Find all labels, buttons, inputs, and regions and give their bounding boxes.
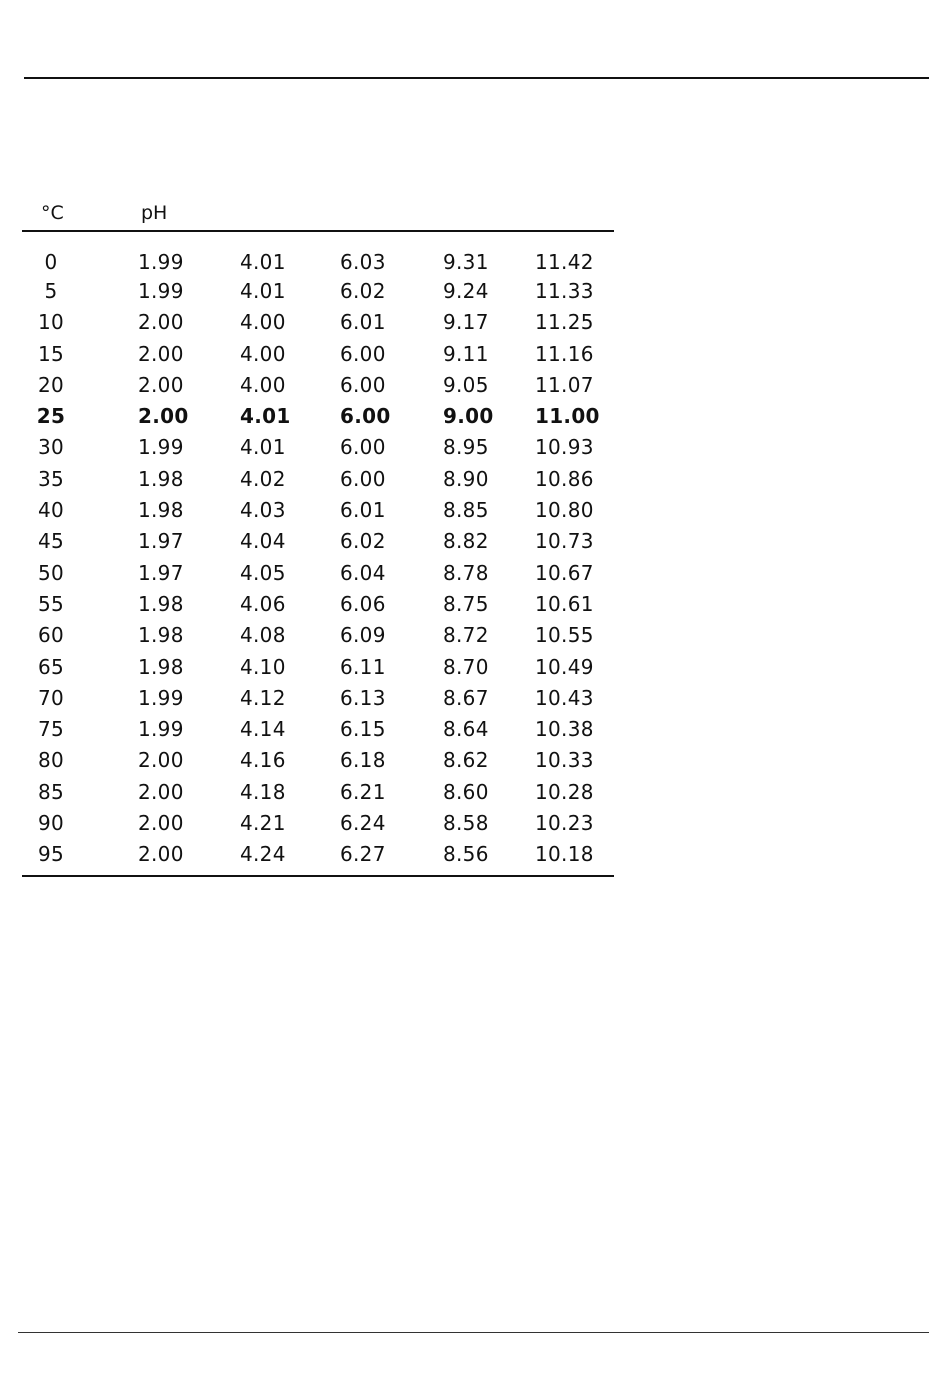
ph-value-cell: 10.38 <box>535 717 594 742</box>
ph-value-cell: 6.21 <box>340 779 386 804</box>
ph-value-cell: 8.58 <box>443 811 489 836</box>
ph-value-cell: 6.00 <box>340 435 386 460</box>
ph-value-cell: 2.00 <box>138 811 184 836</box>
table-row <box>22 276 614 307</box>
ph-value-cell: 10.55 <box>535 623 594 648</box>
ph-value-cell: 6.04 <box>340 560 386 585</box>
ph-value-cell: 9.24 <box>443 279 489 303</box>
ph-value-cell: 4.08 <box>240 623 286 648</box>
ph-value-cell: 4.00 <box>240 372 286 397</box>
ph-value-cell: 9.17 <box>443 310 489 335</box>
ph-value-cell: 1.98 <box>138 498 184 523</box>
ph-value-cell: 1.98 <box>138 623 184 648</box>
ph-value-cell: 1.99 <box>138 717 184 742</box>
ph-value-cell: 6.02 <box>340 529 386 554</box>
ph-value-cell: 6.01 <box>340 498 386 523</box>
ph-value-cell: 6.00 <box>340 341 386 366</box>
ph-value-cell: 4.01 <box>240 279 286 303</box>
ph-value-cell: 4.03 <box>240 498 286 523</box>
ph-value-cell: 8.62 <box>443 748 489 773</box>
ph-value-cell: 8.70 <box>443 654 489 679</box>
ph-value-cell: 8.95 <box>443 435 489 460</box>
ph-value-cell: 8.64 <box>443 717 489 742</box>
ph-value-cell: 6.00 <box>340 372 386 397</box>
ph-value-cell: 11.25 <box>535 310 594 335</box>
table-row <box>22 526 614 557</box>
ph-value-cell: 2.00 <box>138 404 189 429</box>
ph-value-cell: 4.01 <box>240 404 291 429</box>
temperature-cell: 60 <box>37 623 65 648</box>
header-rule <box>24 77 929 79</box>
table-row <box>22 432 614 463</box>
ph-value-cell: 10.33 <box>535 748 594 773</box>
ph-value-cell: 6.15 <box>340 717 386 742</box>
table-row <box>22 652 614 683</box>
ph-column-header: pH <box>141 202 168 224</box>
ph-value-cell: 8.82 <box>443 529 489 554</box>
temperature-cell: 35 <box>37 466 65 491</box>
ph-value-cell: 6.09 <box>340 623 386 648</box>
table-body <box>22 232 614 877</box>
ph-value-cell: 10.18 <box>535 842 594 867</box>
ph-value-cell: 2.00 <box>138 341 184 366</box>
temperature-cell: 15 <box>37 341 65 366</box>
ph-value-cell: 2.00 <box>138 842 184 867</box>
ph-value-cell: 6.24 <box>340 811 386 836</box>
ph-value-cell: 2.00 <box>138 372 184 397</box>
table-row <box>22 620 614 651</box>
table-row <box>22 464 614 495</box>
ph-value-cell: 4.05 <box>240 560 286 585</box>
ph-value-cell: 4.06 <box>240 591 286 616</box>
table-row <box>22 745 614 776</box>
ph-value-cell: 8.56 <box>443 842 489 867</box>
ph-value-cell: 4.00 <box>240 310 286 335</box>
ph-value-cell: 11.00 <box>535 404 600 429</box>
temperature-cell: 10 <box>37 310 65 335</box>
temperature-cell: 95 <box>37 842 65 867</box>
temperature-cell: 5 <box>44 279 58 303</box>
ph-value-cell: 10.61 <box>535 591 594 616</box>
temperature-cell: 45 <box>37 529 65 554</box>
ph-value-cell: 6.03 <box>340 250 386 274</box>
ph-value-cell: 6.11 <box>340 654 386 679</box>
temperature-cell: 0 <box>44 250 58 274</box>
ph-value-cell: 11.16 <box>535 341 594 366</box>
ph-value-cell: 4.21 <box>240 811 286 836</box>
table-row-reference <box>22 401 614 432</box>
ph-value-cell: 9.11 <box>443 341 489 366</box>
ph-value-cell: 8.72 <box>443 623 489 648</box>
ph-value-cell: 6.00 <box>340 466 386 491</box>
table-row <box>22 808 614 839</box>
ph-value-cell: 4.18 <box>240 779 286 804</box>
ph-value-cell: 4.02 <box>240 466 286 491</box>
ph-value-cell: 6.18 <box>340 748 386 773</box>
ph-value-cell: 8.67 <box>443 685 489 710</box>
table-row <box>22 589 614 620</box>
ph-value-cell: 4.14 <box>240 717 286 742</box>
ph-value-cell: 6.06 <box>340 591 386 616</box>
ph-value-cell: 10.73 <box>535 529 594 554</box>
temperature-cell: 55 <box>37 591 65 616</box>
ph-value-cell: 11.33 <box>535 279 594 303</box>
ph-value-cell: 9.00 <box>443 404 494 429</box>
temperature-cell: 50 <box>37 560 65 585</box>
ph-value-cell: 1.97 <box>138 560 184 585</box>
ph-value-cell: 10.43 <box>535 685 594 710</box>
ph-value-cell: 10.49 <box>535 654 594 679</box>
temperature-cell: 70 <box>37 685 65 710</box>
temperature-cell: 20 <box>37 372 65 397</box>
table-row <box>22 248 614 276</box>
table-row <box>22 839 614 870</box>
temperature-column-header: °C <box>41 202 64 224</box>
ph-value-cell: 6.13 <box>340 685 386 710</box>
ph-value-cell: 8.60 <box>443 779 489 804</box>
ph-value-cell: 4.10 <box>240 654 286 679</box>
ph-value-cell: 4.00 <box>240 341 286 366</box>
ph-value-cell: 6.01 <box>340 310 386 335</box>
table-row <box>22 370 614 401</box>
temperature-cell: 85 <box>37 779 65 804</box>
table-row <box>22 683 614 714</box>
ph-value-cell: 9.05 <box>443 372 489 397</box>
temperature-cell: 80 <box>37 748 65 773</box>
ph-value-cell: 2.00 <box>138 310 184 335</box>
ph-value-cell: 6.27 <box>340 842 386 867</box>
ph-value-cell: 1.99 <box>138 685 184 710</box>
temperature-cell: 30 <box>37 435 65 460</box>
ph-value-cell: 1.97 <box>138 529 184 554</box>
temperature-cell: 65 <box>37 654 65 679</box>
ph-value-cell: 10.23 <box>535 811 594 836</box>
ph-value-cell: 4.04 <box>240 529 286 554</box>
ph-value-cell: 4.01 <box>240 435 286 460</box>
ph-value-cell: 1.98 <box>138 466 184 491</box>
ph-value-cell: 8.78 <box>443 560 489 585</box>
ph-value-cell: 9.31 <box>443 250 489 274</box>
table-row <box>22 558 614 589</box>
ph-value-cell: 11.07 <box>535 372 594 397</box>
ph-value-cell: 10.80 <box>535 498 594 523</box>
ph-value-cell: 10.86 <box>535 466 594 491</box>
ph-value-cell: 10.67 <box>535 560 594 585</box>
temperature-cell: 25 <box>36 404 66 429</box>
ph-value-cell: 2.00 <box>138 748 184 773</box>
ph-value-cell: 8.90 <box>443 466 489 491</box>
ph-value-cell: 1.98 <box>138 654 184 679</box>
table-header <box>22 196 614 232</box>
ph-value-cell: 6.00 <box>340 404 391 429</box>
ph-value-cell: 10.93 <box>535 435 594 460</box>
table-row <box>22 777 614 808</box>
temperature-cell: 40 <box>37 498 65 523</box>
ph-value-cell: 8.85 <box>443 498 489 523</box>
table-row <box>22 495 614 526</box>
ph-value-cell: 1.99 <box>138 435 184 460</box>
table-row <box>22 339 614 370</box>
ph-value-cell: 4.12 <box>240 685 286 710</box>
buffer-ph-table <box>22 196 614 877</box>
ph-value-cell: 1.99 <box>138 250 184 274</box>
ph-value-cell: 8.75 <box>443 591 489 616</box>
footer-rule <box>18 1332 929 1333</box>
ph-value-cell: 1.99 <box>138 279 184 303</box>
ph-value-cell: 4.24 <box>240 842 286 867</box>
ph-value-cell: 4.16 <box>240 748 286 773</box>
table-row <box>22 307 614 338</box>
ph-value-cell: 1.98 <box>138 591 184 616</box>
temperature-cell: 90 <box>37 811 65 836</box>
ph-value-cell: 2.00 <box>138 779 184 804</box>
temperature-cell: 75 <box>37 717 65 742</box>
ph-value-cell: 11.42 <box>535 250 594 274</box>
ph-value-cell: 6.02 <box>340 279 386 303</box>
ph-value-cell: 4.01 <box>240 250 286 274</box>
table-row <box>22 714 614 745</box>
ph-value-cell: 10.28 <box>535 779 594 804</box>
